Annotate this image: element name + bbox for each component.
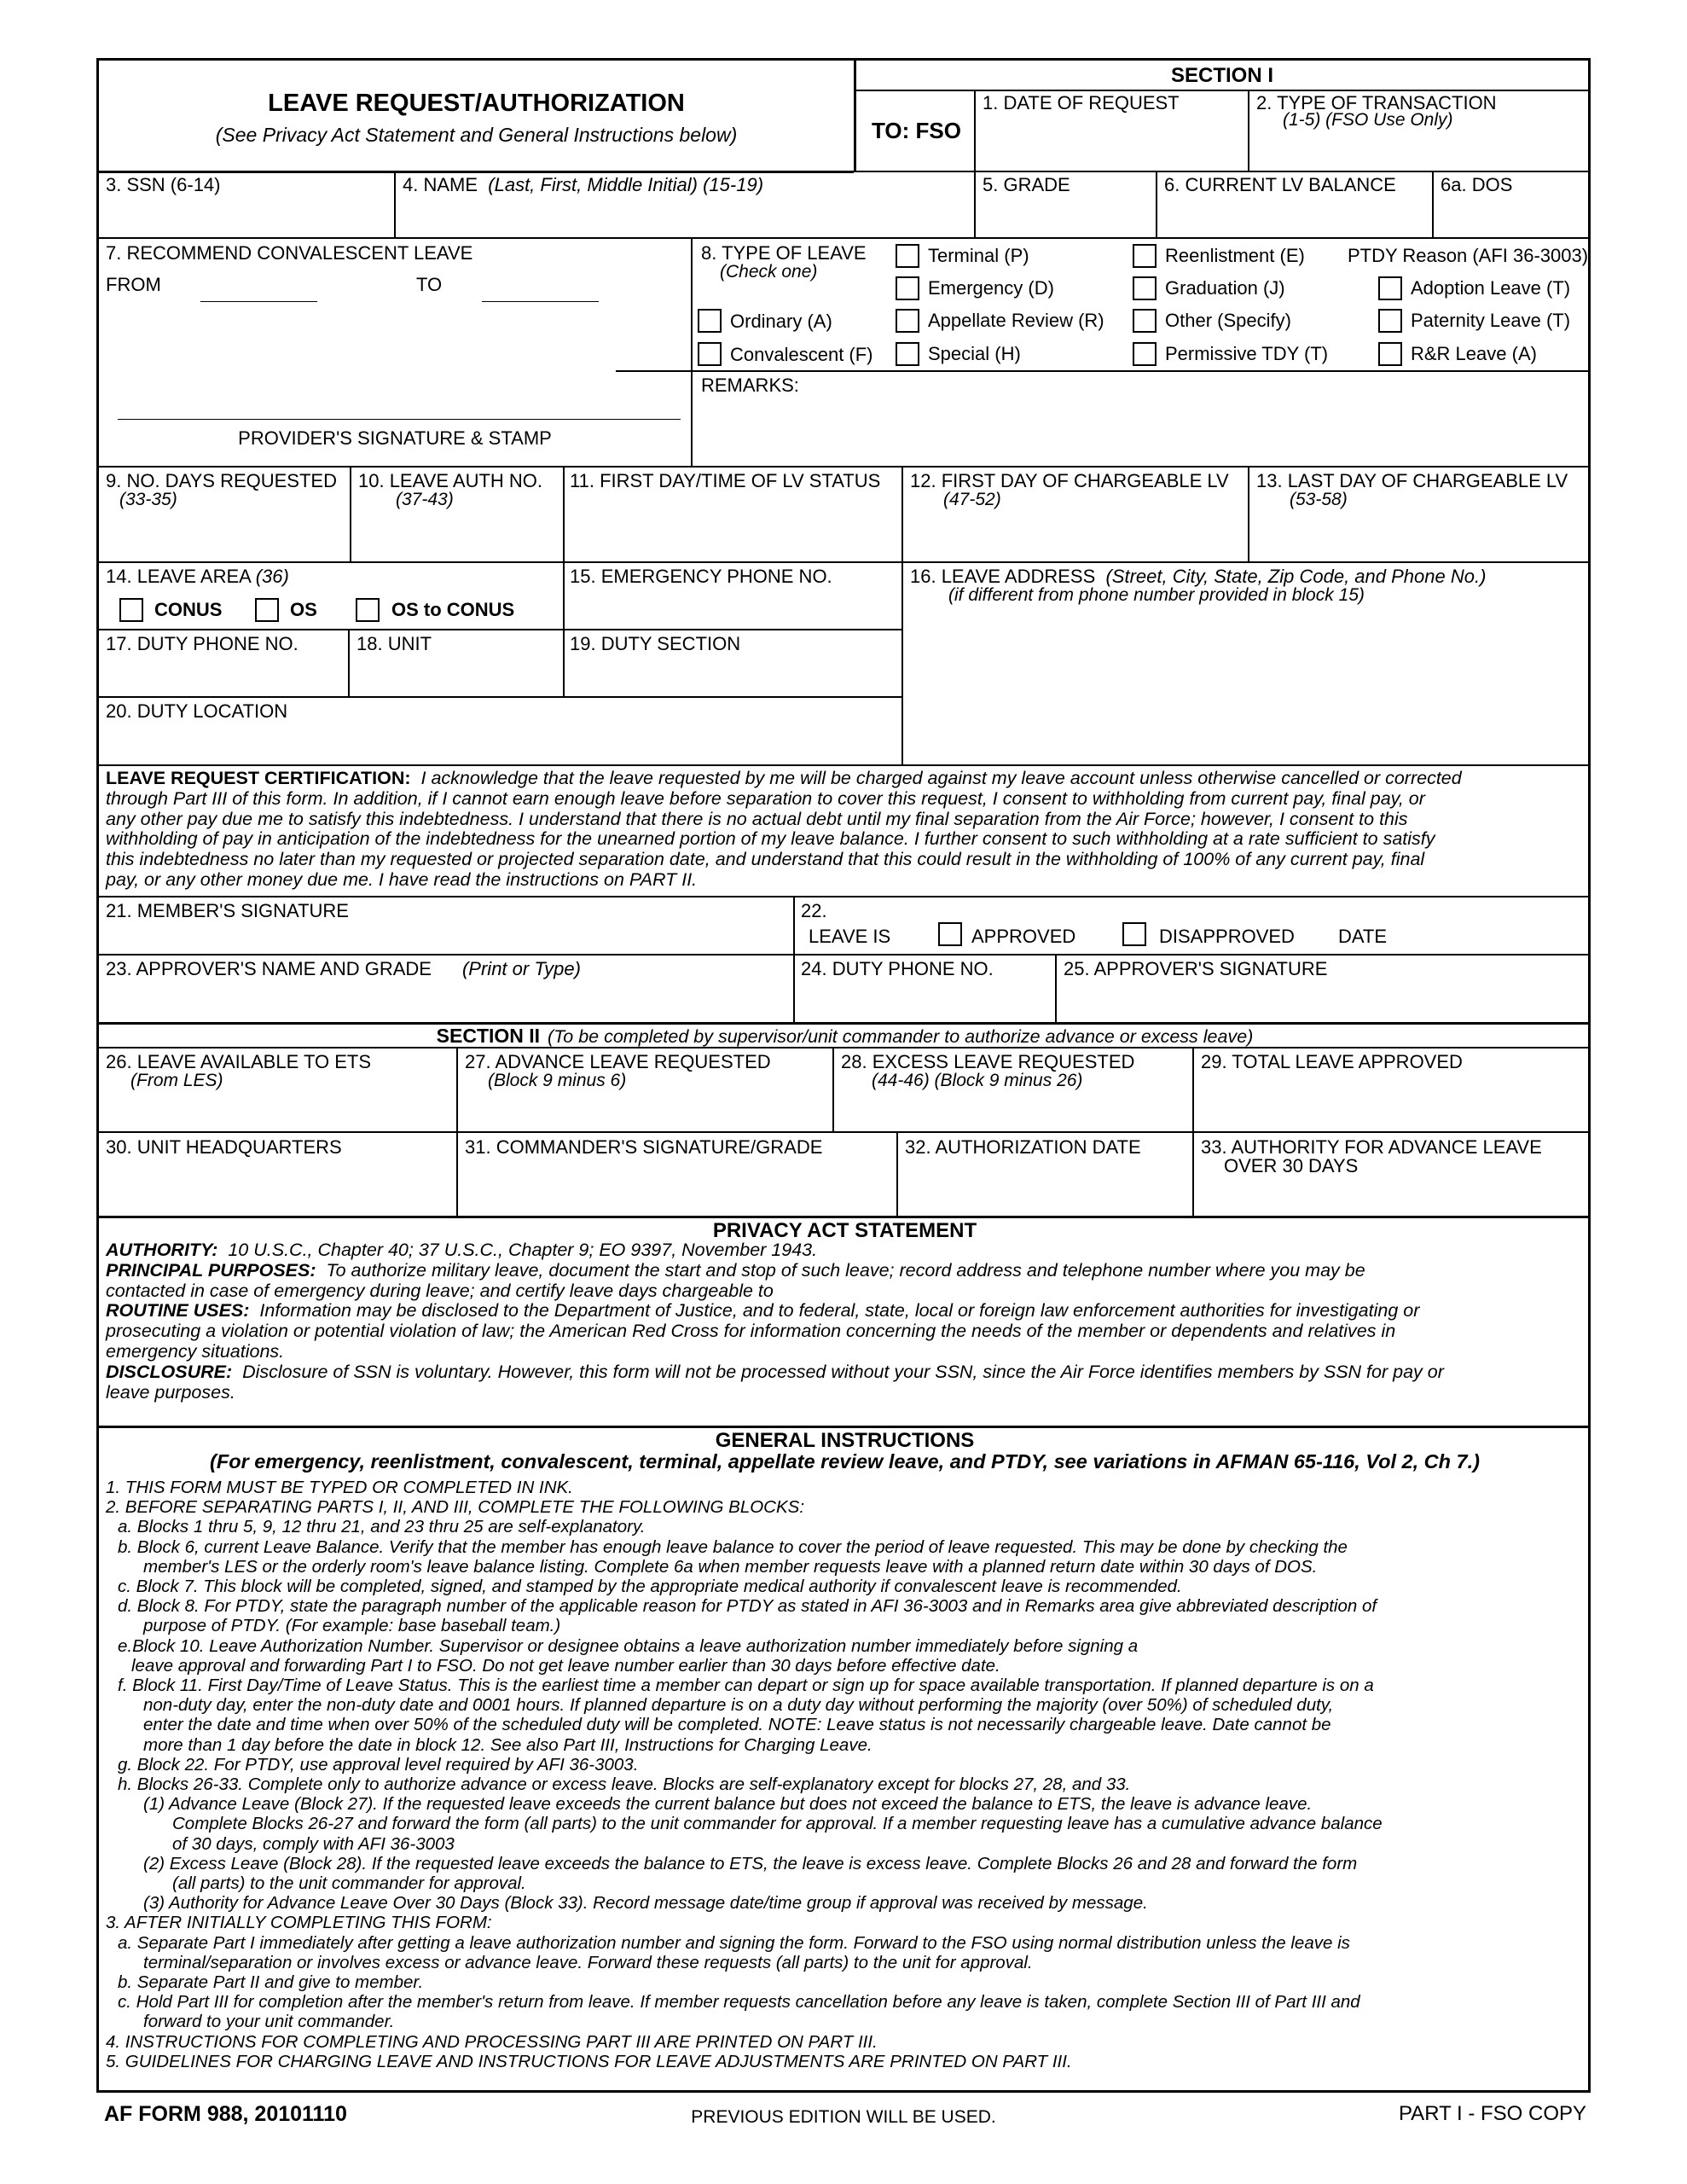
rule xyxy=(1432,171,1434,238)
leave-request-form xyxy=(96,58,1591,2093)
os-checkbox[interactable] xyxy=(255,598,279,622)
provider-signature-line[interactable] xyxy=(118,419,681,420)
block16-sublabel-2: (if different from phone number provided in block 15) xyxy=(948,585,1365,605)
permissive-tdy-checkbox[interactable] xyxy=(1133,342,1157,366)
certification-line: any other pay due me to satisfy this indebtedness. I understand that there is no actual debt until my final separation from the Air Force; however, I consent to this xyxy=(106,808,1408,829)
block27-sublabel: (Block 9 minus 6) xyxy=(488,1071,627,1090)
block10-sublabel: (37-43) xyxy=(396,490,454,509)
block27-label: 27. ADVANCE LEAVE REQUESTED xyxy=(465,1051,771,1072)
terminal-checkbox[interactable] xyxy=(896,244,919,268)
other-checkbox[interactable] xyxy=(1133,309,1157,333)
block28-label: 28. EXCESS LEAVE REQUESTED xyxy=(841,1051,1135,1072)
block8-label: 8. TYPE OF LEAVE xyxy=(701,242,867,264)
instruction-line: 4. INSTRUCTIONS FOR COMPLETING AND PROCESSING PART III ARE PRINTED ON PART III. xyxy=(106,2031,878,2052)
rr-leave-label: R&R Leave (A) xyxy=(1411,343,1537,364)
adoption-checkbox[interactable] xyxy=(1378,276,1402,300)
rule xyxy=(99,629,901,630)
permissive-tdy-label: Permissive TDY (T) xyxy=(1165,343,1329,364)
instruction-line: non-duty day, enter the non-duty date and 0001 hours. If planned departure is on a duty day without performing the majority (over 50%) of scheduled duty, xyxy=(143,1695,1334,1716)
block29-label: 29. TOTAL LEAVE APPROVED xyxy=(1201,1051,1463,1072)
ptdy-reason-label: PTDY Reason (AFI 36-3003) xyxy=(1348,245,1589,266)
block20-label: 20. DUTY LOCATION xyxy=(106,700,288,722)
instruction-line: member's LES or the orderly room's leave balance listing. Complete 6a when member requests leave with a planned return date within 30 days of DOS. xyxy=(143,1556,1318,1577)
rule xyxy=(99,896,1591,897)
rule xyxy=(1192,1047,1194,1217)
rule xyxy=(901,466,903,765)
reenlistment-checkbox[interactable] xyxy=(1133,244,1157,268)
instruction-line: 3. AFTER INITIALLY COMPLETING THIS FORM: xyxy=(106,1913,492,1933)
rule xyxy=(896,1131,898,1217)
instruction-line: Complete Blocks 26-27 and forward the form (all parts) to the unit commander for approval. If a member requesting leave has a cumulative advance balance xyxy=(172,1814,1383,1834)
block6a-label: 6a. DOS xyxy=(1441,174,1513,195)
paternity-label: Paternity Leave (T) xyxy=(1411,310,1571,331)
appellate-label: Appellate Review (R) xyxy=(928,310,1104,331)
instruction-line: 1. THIS FORM MUST BE TYPED OR COMPLETED IN INK. xyxy=(106,1478,573,1497)
adoption-label: Adoption Leave (T) xyxy=(1411,277,1571,299)
block30-label: 30. UNIT HEADQUARTERS xyxy=(106,1136,342,1158)
authority-label: AUTHORITY: xyxy=(106,1240,218,1260)
general-subheading: (For emergency, reenlistment, convalescent, terminal, appellate review leave, and PTDY, see variations in AFMAN 65-116, Vol 2, Ch 7.) xyxy=(210,1450,1480,1472)
purposes-text: contacted in case of emergency during leave; and certify leave days chargeable to xyxy=(106,1280,774,1301)
rule xyxy=(99,696,901,698)
rule xyxy=(99,1131,1591,1133)
general-instructions-list xyxy=(106,1478,1588,2071)
instruction-line: of 30 days, comply with AFI 36-3003 xyxy=(172,1833,455,1854)
rule xyxy=(456,1047,458,1217)
disclosure-text: leave purposes. xyxy=(106,1381,235,1403)
rule xyxy=(974,171,976,238)
rr-leave-checkbox[interactable] xyxy=(1378,342,1402,366)
form-id: AF FORM 988, 20101110 xyxy=(104,2102,347,2126)
remarks-label: REMARKS: xyxy=(701,375,799,396)
block12-label: 12. FIRST DAY OF CHARGEABLE LV xyxy=(910,470,1229,491)
block12-sublabel: (47-52) xyxy=(943,490,1001,509)
special-checkbox[interactable] xyxy=(896,342,919,366)
block2-label: 2. TYPE OF TRANSACTION xyxy=(1256,92,1497,113)
terminal-label: Terminal (P) xyxy=(928,245,1029,266)
conus-label: CONUS xyxy=(154,599,223,620)
instruction-line: enter the date and time when over 50% of the scheduled duty will be completed. NOTE: Leave status is not necessarily chargeable leave. Date cannot be xyxy=(143,1715,1331,1735)
purposes-label: PRINCIPAL PURPOSES: xyxy=(106,1259,316,1281)
privacy-heading: PRIVACY ACT STATEMENT xyxy=(712,1219,977,1242)
certification-line: this indebtedness no later than my requested or projected separation date, and understand that this could result in the withholding of 100% of any current pay, final xyxy=(106,849,1425,870)
block4-sublabel: (Last, First, Middle Initial) (15-19) xyxy=(488,174,764,195)
rule xyxy=(350,466,351,562)
rule xyxy=(1156,171,1157,238)
block11-label: 11. FIRST DAY/TIME OF LV STATUS xyxy=(570,470,881,491)
certification-line: pay, or any other money due me. I have read the instructions on PART II. xyxy=(106,868,698,890)
disapproved-checkbox[interactable] xyxy=(1122,922,1146,946)
block7-from-label: FROM xyxy=(106,274,161,295)
convalescent-checkbox[interactable] xyxy=(698,342,722,366)
rule xyxy=(616,370,1591,372)
emergency-checkbox[interactable] xyxy=(896,276,919,300)
block1-label: 1. DATE OF REQUEST xyxy=(983,92,1180,113)
appellate-checkbox[interactable] xyxy=(896,309,919,333)
instruction-line: forward to your unit commander. xyxy=(143,2012,395,2032)
conus-checkbox[interactable] xyxy=(119,598,143,622)
block4-label: 4. NAME xyxy=(403,174,478,195)
block33-label-2: OVER 30 DAYS xyxy=(1224,1155,1359,1176)
block9-sublabel: (33-35) xyxy=(119,490,177,509)
block26-label: 26. LEAVE AVAILABLE TO ETS xyxy=(106,1051,372,1072)
block13-sublabel: (53-58) xyxy=(1290,490,1348,509)
disapproved-label: DISAPPROVED xyxy=(1159,926,1295,947)
block28-sublabel: (44-46) (Block 9 minus 26) xyxy=(872,1071,1083,1090)
rule xyxy=(99,466,1591,468)
to-fso-label: TO: FSO xyxy=(872,118,961,143)
rule xyxy=(974,90,976,171)
general-heading: GENERAL INSTRUCTIONS xyxy=(715,1429,975,1452)
purposes-text: To authorize military leave, document the start and stop of such leave; record address and telephone number where you may be xyxy=(326,1259,1365,1281)
disclosure-label: DISCLOSURE: xyxy=(106,1361,233,1382)
block21-label: 21. MEMBER'S SIGNATURE xyxy=(106,900,349,921)
block33-label: 33. AUTHORITY FOR ADVANCE LEAVE xyxy=(1201,1136,1542,1158)
instruction-line: (2) Excess Leave (Block 28). If the requested leave exceeds the balance to ETS, the leave is excess leave. Complete Blocks 26 and 28 and forward the form xyxy=(143,1853,1358,1873)
certification-line: withholding of pay in anticipation of the indebtedness for the unearned portion of my leave balance. I further consent to such withholding at a rate sufficient to satisfy xyxy=(106,828,1435,850)
leave-is-label: LEAVE IS xyxy=(809,926,891,947)
block16-label: 16. LEAVE ADDRESS xyxy=(910,566,1096,587)
os-to-conus-label: OS to CONUS xyxy=(391,599,515,620)
instruction-line: leave approval and forwarding Part I to FSO. Do not get leave number earlier than 30 days before effective date. xyxy=(131,1655,1000,1676)
block17-label: 17. DUTY PHONE NO. xyxy=(106,633,299,654)
disclosure-text: Disclosure of SSN is voluntary. However, this form will not be processed without your SSN, since the Air Force identifies members by SSN for pay or xyxy=(242,1361,1444,1382)
certification-line: I acknowledge that the leave requested by me will be charged against my leave account unless otherwise cancelled or corrected xyxy=(420,768,1462,788)
rule xyxy=(99,1426,1591,1428)
block13-label: 13. LAST DAY OF CHARGEABLE LV xyxy=(1256,470,1568,491)
instruction-line: purpose of PTDY. (For example: base baseball team.) xyxy=(143,1616,561,1636)
ordinary-checkbox[interactable] xyxy=(698,309,722,333)
rule xyxy=(99,1216,1591,1218)
approved-label: APPROVED xyxy=(971,926,1076,947)
provider-signature-label: PROVIDER'S SIGNATURE & STAMP xyxy=(238,427,552,449)
block7-to-label: TO xyxy=(416,274,443,295)
block5-label: 5. GRADE xyxy=(983,174,1070,195)
block19-label: 19. DUTY SECTION xyxy=(570,633,741,654)
uses-label: ROUTINE USES: xyxy=(106,1300,250,1321)
block3-label: 3. SSN (6-14) xyxy=(106,174,221,195)
privacy-text xyxy=(106,1240,1588,1403)
ordinary-label: Ordinary (A) xyxy=(730,311,832,332)
rule xyxy=(854,90,1591,91)
to-date-line[interactable] xyxy=(482,301,599,302)
block16-sublabel: (Street, City, State, Zip Code, and Phone No.) xyxy=(1105,566,1487,587)
graduation-checkbox[interactable] xyxy=(1133,276,1157,300)
instruction-line: g. Block 22. For PTDY, use approval level required by AFI 36-3003. xyxy=(118,1754,639,1774)
approved-checkbox[interactable] xyxy=(938,922,962,946)
instruction-line: h. Blocks 26-33. Complete only to authorize advance or excess leave. Blocks are self-explanatory except for blocks 27, 28, and 33. xyxy=(118,1774,1131,1795)
rule xyxy=(1248,466,1249,562)
rule xyxy=(793,896,795,1023)
rule xyxy=(691,237,693,467)
rule xyxy=(99,764,1591,766)
instruction-line: e.Block 10. Leave Authorization Number. Supervisor or designee obtains a leave authorization number immediately before signing a xyxy=(118,1635,1139,1656)
rule xyxy=(99,237,1591,239)
form-title: LEAVE REQUEST/AUTHORIZATION xyxy=(268,90,685,117)
rule xyxy=(394,171,396,238)
block23-sublabel: (Print or Type) xyxy=(461,958,581,979)
section1-heading: SECTION I xyxy=(1170,64,1273,87)
instruction-line: f. Block 11. First Day/Time of Leave Status. This is the earliest time a member can depart or sign up for space available transportation. If planned departure is on a xyxy=(118,1676,1374,1696)
date-label: DATE xyxy=(1338,926,1388,947)
instruction-line: (3) Authority for Advance Leave Over 30 Days (Block 33). Record message date/time group if approval was received by message. xyxy=(143,1893,1148,1914)
block25-label: 25. APPROVER'S SIGNATURE xyxy=(1064,958,1328,979)
instruction-line: 5. GUIDELINES FOR CHARGING LEAVE AND INSTRUCTIONS FOR LEAVE ADJUSTMENTS ARE PRINTED ON PART III. xyxy=(106,2051,1072,2071)
convalescent-label: Convalescent (F) xyxy=(730,344,873,365)
instruction-line: a. Blocks 1 thru 5, 9, 12 thru 21, and 23 thru 25 are self-explanatory. xyxy=(118,1517,646,1537)
emergency-label: Emergency (D) xyxy=(928,277,1054,299)
block14-label: 14. LEAVE AREA xyxy=(106,566,251,587)
rule xyxy=(99,561,1591,563)
block23-label: 23. APPROVER'S NAME AND GRADE xyxy=(106,958,432,979)
rule xyxy=(832,1047,834,1132)
instruction-line: b. Separate Part II and give to member. xyxy=(118,1972,424,1993)
instruction-line: terminal/separation or involves excess or advance leave. Forward these requests (all parts) to the unit for approval. xyxy=(143,1952,1033,1972)
os-to-conus-checkbox[interactable] xyxy=(356,598,380,622)
certification-heading: LEAVE REQUEST CERTIFICATION: xyxy=(106,768,411,788)
instruction-line: c. Hold Part III for completion after the member's return from leave. If member requests cancellation before any leave is taken, complete Section III of Part III and xyxy=(118,1992,1360,2013)
rule xyxy=(563,466,565,562)
block2-sublabel: (1-5) (FSO Use Only) xyxy=(1283,110,1453,130)
instruction-line: c. Block 7. This block will be completed, signed, and stamped by the appropriate medical authority if convalescent leave is recommended. xyxy=(118,1577,1182,1597)
rule xyxy=(99,171,1591,172)
section2-heading: SECTION II xyxy=(436,1025,541,1047)
block26-sublabel: (From LES) xyxy=(130,1071,223,1090)
instruction-line: more than 1 day before the date in block 12. See also Part III, Instructions for Charging Leave. xyxy=(143,1734,872,1755)
edition-note: PREVIOUS EDITION WILL BE USED. xyxy=(691,2107,996,2127)
rule xyxy=(563,561,565,697)
certification-line: through Part III of this form. In addition, if I cannot earn enough leave before separation to cover this request, I consent to withholding from current pay, final pay, or xyxy=(106,787,1425,809)
other-label: Other (Specify) xyxy=(1165,310,1291,331)
authority-text: 10 U.S.C., Chapter 40; 37 U.S.C., Chapter 9; EO 9397, November 1943. xyxy=(228,1240,818,1260)
block32-label: 32. AUTHORIZATION DATE xyxy=(905,1136,1141,1158)
from-date-line[interactable] xyxy=(200,301,317,302)
os-label: OS xyxy=(290,599,317,620)
uses-text: emergency situations. xyxy=(106,1340,285,1362)
block18-label: 18. UNIT xyxy=(357,633,432,654)
instruction-line: a. Separate Part I immediately after getting a leave authorization number and signing the form. Forward to the FSO using normal distribution unless the leave is xyxy=(118,1932,1350,1953)
special-label: Special (H) xyxy=(928,343,1021,364)
form-subtitle: (See Privacy Act Statement and General Instructions below) xyxy=(215,124,738,146)
instruction-line: d. Block 8. For PTDY, state the paragraph number of the applicable reason for PTDY as stated in AFI 36-3003 and in Remarks area give abbreviated description of xyxy=(118,1596,1377,1617)
rule xyxy=(1248,90,1249,171)
instruction-line: 2. BEFORE SEPARATING PARTS I, II, AND III, COMPLETE THE FOLLOWING BLOCKS: xyxy=(106,1497,805,1518)
paternity-checkbox[interactable] xyxy=(1378,309,1402,333)
block8-sublabel: (Check one) xyxy=(720,262,818,282)
block10-label: 10. LEAVE AUTH NO. xyxy=(358,470,543,491)
rule xyxy=(99,954,1591,956)
graduation-label: Graduation (J) xyxy=(1165,277,1285,299)
certification-text xyxy=(106,769,1588,891)
reenlistment-label: Reenlistment (E) xyxy=(1165,245,1305,266)
uses-text: prosecuting a violation or potential violation of law; the American Red Cross for information concerning the needs of the member or dependents and relatives in xyxy=(106,1321,1396,1342)
rule xyxy=(348,629,350,697)
block14-sublabel: (36) xyxy=(255,566,289,587)
block7-label: 7. RECOMMEND CONVALESCENT LEAVE xyxy=(106,242,473,264)
block9-label: 9. NO. DAYS REQUESTED xyxy=(106,470,337,491)
block31-label: 31. COMMANDER'S SIGNATURE/GRADE xyxy=(465,1136,823,1158)
block6-label: 6. CURRENT LV BALANCE xyxy=(1164,174,1396,195)
instruction-line: (all parts) to the unit commander for approval. xyxy=(172,1873,526,1894)
part-label: PART I - FSO COPY xyxy=(1398,2102,1586,2125)
instruction-line: (1) Advance Leave (Block 27). If the requested leave exceeds the current balance but does not exceed the balance to ETS, the leave is advance leave. xyxy=(143,1794,1313,1815)
section2-header xyxy=(99,1025,1591,1048)
block22-label: 22. xyxy=(801,900,827,921)
instruction-line: b. Block 6, current Leave Balance. Verify that the member has enough leave balance to cover the period of leave requested. This may be done by checking the xyxy=(118,1536,1348,1557)
section2-sublabel: (To be completed by supervisor/unit commander to authorize advance or excess leave) xyxy=(547,1026,1254,1047)
uses-text: Information may be disclosed to the Department of Justice, and to federal, state, local or foreign law enforcement authorities for investigating or xyxy=(259,1300,1420,1321)
rule xyxy=(1055,954,1057,1023)
block24-label: 24. DUTY PHONE NO. xyxy=(801,958,994,979)
block15-label: 15. EMERGENCY PHONE NO. xyxy=(570,566,832,587)
